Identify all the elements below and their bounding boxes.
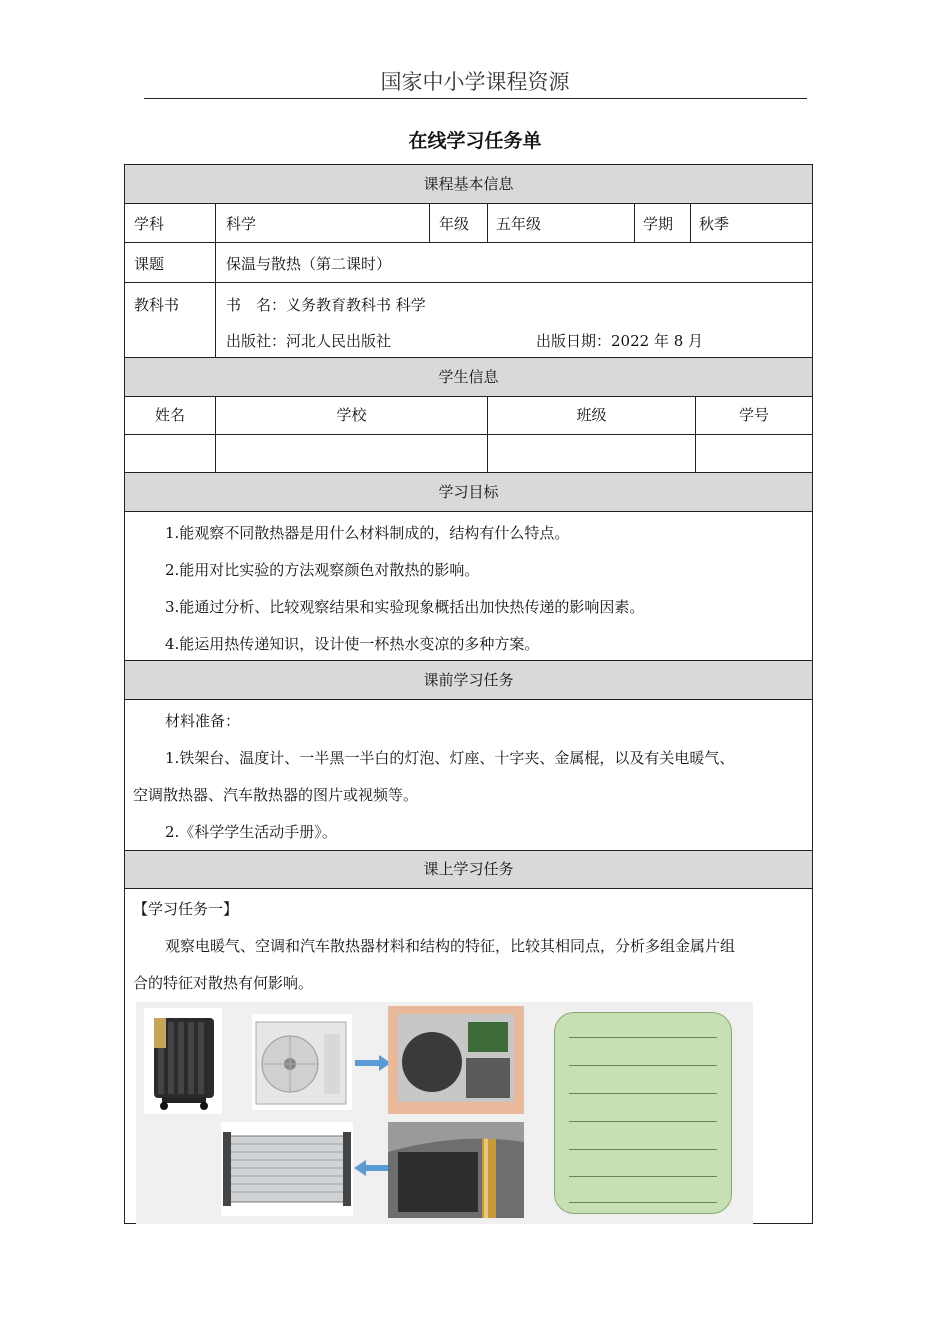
book-name: 书 名：义务教育教科书 科学 — [226, 296, 426, 314]
course-info-header — [125, 165, 812, 204]
task-description-line: 合的特征对散热有何影响。 — [133, 974, 314, 992]
term-label: 学期 — [643, 215, 674, 233]
note-line — [569, 1202, 717, 1203]
textbook-label: 教科书 — [134, 296, 180, 314]
student-info-blank-row — [125, 435, 812, 473]
topic-label: 课题 — [134, 255, 165, 273]
note-line — [569, 1149, 717, 1150]
task-description-line: 观察电暖气、空调和汽车散热器材料和结构的特征，比较其相同点，分析多组金属片组 — [165, 937, 736, 955]
ac-unit-icon — [252, 1014, 352, 1110]
material-item-line: 空调散热器、汽车散热器的图片或视频等。 — [133, 786, 419, 804]
student-info-header — [125, 358, 812, 397]
grade-value: 五年级 — [496, 215, 542, 233]
task-label: 【学习任务一】 — [133, 900, 239, 918]
student-id-input-cell[interactable] — [695, 435, 812, 472]
note-line — [569, 1121, 717, 1122]
name-input-cell[interactable] — [125, 435, 215, 472]
class-input-cell[interactable] — [487, 435, 695, 472]
publisher: 出版社：河北人民出版社 — [226, 332, 392, 350]
document-title: 在线学习任务单 — [408, 130, 542, 152]
material-item: 2.《科学学生活动手册》。 — [165, 823, 337, 841]
motorcycle-radiator-icon — [388, 1122, 524, 1218]
note-line — [569, 1065, 717, 1066]
arrow-left-icon — [354, 1160, 390, 1176]
subject-value: 科学 — [226, 215, 257, 233]
note-line — [569, 1176, 717, 1177]
subject-row — [125, 204, 812, 243]
objective-item: 4.能运用热传递知识，设计使一杯热水变凉的多种方案。 — [165, 635, 540, 653]
course-info-title: 课程基本信息 — [423, 175, 514, 193]
subject-label: 学科 — [134, 215, 165, 233]
ac-interior-photo — [388, 1006, 524, 1114]
header-divider — [144, 98, 807, 99]
objective-item: 2.能用对比实验的方法观察颜色对散热的影响。 — [165, 561, 480, 579]
student-info-columns — [125, 397, 812, 435]
topic-value: 保温与散热（第二课时） — [226, 255, 392, 273]
answer-note-card[interactable] — [554, 1012, 732, 1214]
column-name: 姓名 — [154, 406, 185, 424]
ac-unit-photo — [252, 1014, 352, 1110]
ac-interior-icon — [388, 1006, 524, 1114]
term-value: 秋季 — [699, 215, 730, 233]
in-class-body — [125, 889, 812, 1223]
pre-class-body — [125, 700, 812, 851]
publish-date: 出版日期：2022 年 8 月 — [536, 332, 704, 350]
objective-item: 1.能观察不同散热器是用什么材料制成的，结构有什么特点。 — [165, 524, 570, 542]
student-info-title: 学生信息 — [438, 368, 499, 386]
arrow-right-icon — [355, 1055, 391, 1071]
site-title: 国家中小学课程资源 — [380, 70, 570, 94]
electric-heater-photo — [144, 1008, 222, 1114]
task-sheet-table — [124, 164, 813, 1224]
topic-row — [125, 243, 812, 283]
pre-class-title: 课前学习任务 — [423, 671, 514, 689]
material-item-line: 1.铁架台、温度计、一半黑一半白的灯泡、灯座、十字夹、金属棍，以及有关电暖气、 — [165, 749, 735, 767]
in-class-title: 课上学习任务 — [423, 860, 514, 878]
column-school: 学校 — [336, 406, 367, 424]
objectives-body — [125, 512, 812, 661]
column-student-id: 学号 — [738, 406, 769, 424]
pre-class-header — [125, 661, 812, 700]
motorcycle-radiator-photo — [388, 1122, 524, 1218]
objectives-header — [125, 473, 812, 512]
note-line — [569, 1037, 717, 1038]
school-input-cell[interactable] — [215, 435, 487, 472]
electric-heater-icon — [144, 1008, 222, 1114]
in-class-header — [125, 851, 812, 889]
textbook-row — [125, 283, 812, 358]
objective-item: 3.能通过分析、比较观察结果和实验现象概括出加快热传递的影响因素。 — [165, 598, 645, 616]
materials-label: 材料准备： — [165, 712, 241, 730]
objectives-title: 学习目标 — [438, 483, 499, 501]
radiator-figure — [136, 1002, 753, 1224]
note-line — [569, 1093, 717, 1094]
grade-label: 年级 — [439, 215, 470, 233]
column-class: 班级 — [576, 406, 607, 424]
car-radiator-photo — [221, 1122, 353, 1216]
car-radiator-icon — [221, 1122, 353, 1216]
